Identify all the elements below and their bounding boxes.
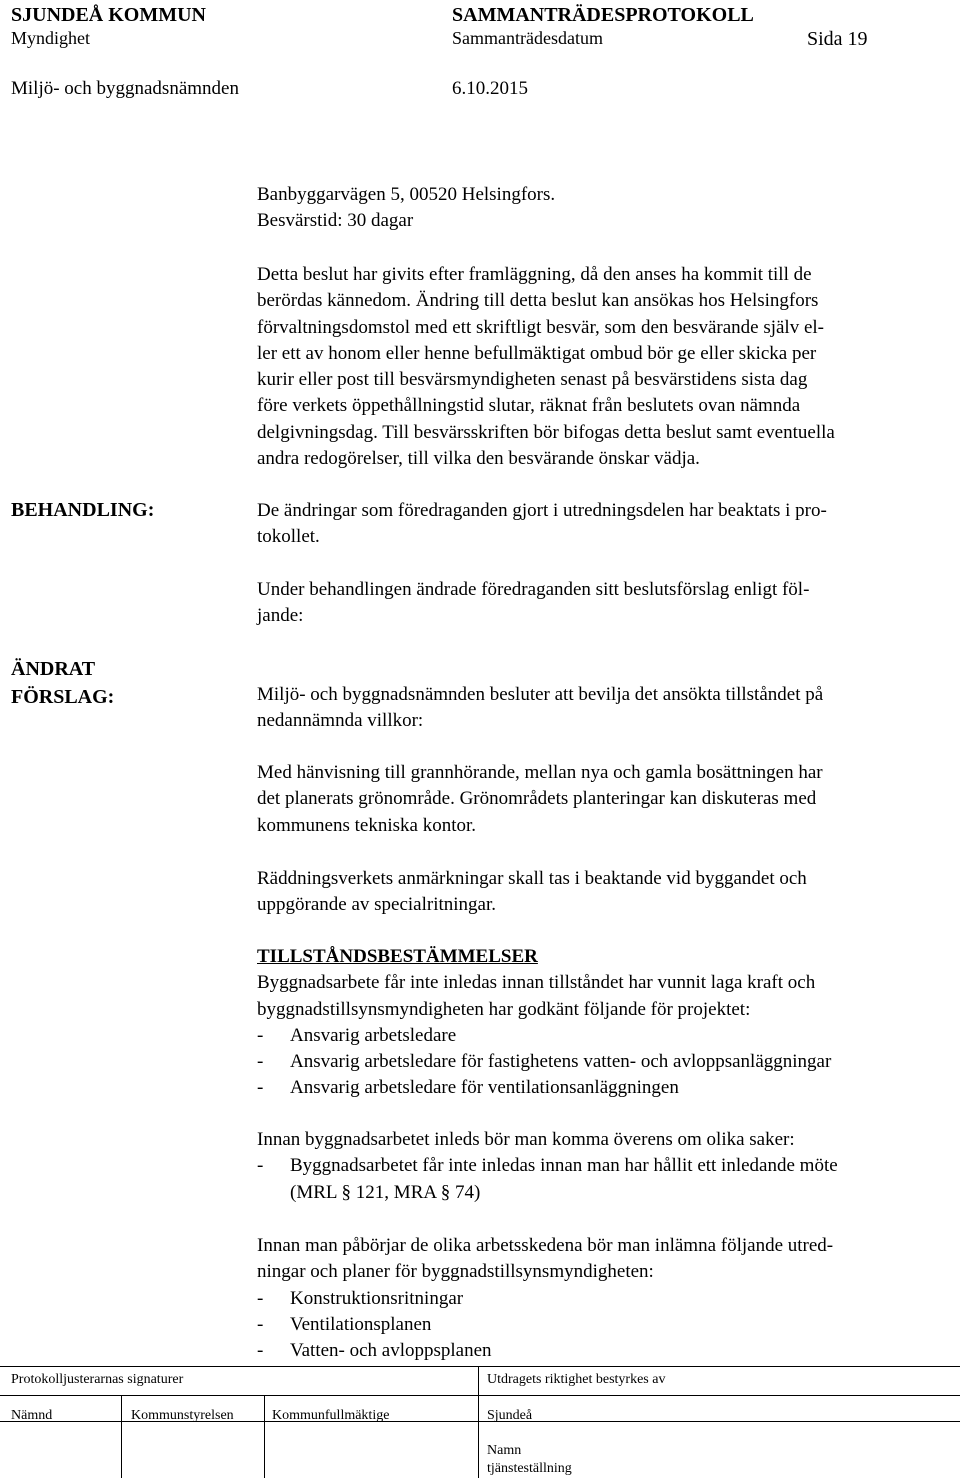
list-item: - Ventilationsplanen bbox=[257, 1313, 432, 1335]
text-line: före verkets öppethållningstid slutar, räknat från beslutets ovan nämnda bbox=[257, 395, 801, 417]
text-line: nedannämnda villkor: bbox=[257, 710, 424, 732]
text-line: Innan man påbörjar de olika arbetsskedena bör man inlämna följande utred- bbox=[257, 1235, 834, 1256]
page-number: Sida 19 bbox=[807, 28, 868, 50]
permit-conditions bbox=[257, 944, 831, 1102]
andrat-forslag-label bbox=[11, 655, 114, 711]
behandling-paragraph-1 bbox=[257, 498, 827, 551]
footer-divider bbox=[478, 1366, 479, 1478]
behandling-paragraph-2 bbox=[257, 577, 809, 630]
text-line: Byggnadsarbete får inte inledas innan tillståndet har vunnit laga kraft och bbox=[257, 972, 816, 994]
signatures-label: Protokolljusterarnas signaturer bbox=[11, 1372, 184, 1387]
rescue-paragraph bbox=[257, 866, 807, 919]
text-line: Innan byggnadsarbetet inleds bör man komma överens om olika saker: bbox=[257, 1129, 795, 1150]
text-line: uppgörande av specialritningar. bbox=[257, 894, 497, 916]
list-item: - Vatten- och avloppsplanen bbox=[257, 1340, 492, 1362]
text-line: Miljö- och byggnadsnämnden besluter att bevilja det ansökta tillståndet på bbox=[257, 684, 824, 705]
text-line: ler ett av honom eller henne befullmäktigat ombud bör ge eller skicka per bbox=[257, 342, 817, 364]
extract-name-label: Namn bbox=[487, 1443, 522, 1458]
list-item: - Ansvarig arbetsledare för fastighetens vatten- och avloppsanläggningar bbox=[257, 1051, 832, 1073]
appeal-address: Banbyggarvägen 5, 00520 Helsingfors. bbox=[257, 184, 556, 205]
appeal-info bbox=[257, 182, 555, 235]
text-line: ningar och planer för byggnadstillsynsmyndigheten: bbox=[257, 1261, 654, 1283]
footer-col-line bbox=[264, 1395, 265, 1478]
meeting-date-label: Sammanträdesdatum bbox=[452, 28, 603, 48]
footer-row-rule bbox=[0, 1395, 960, 1396]
appeal-time: Besvärstid: 30 dagar bbox=[257, 210, 414, 232]
text-line: jande: bbox=[257, 605, 304, 627]
footer-top-rule bbox=[0, 1366, 960, 1367]
signature-column-board: Nämnd bbox=[11, 1408, 53, 1423]
footer-col-line bbox=[121, 1395, 122, 1478]
list-item: - Konstruktionsritningar bbox=[257, 1287, 464, 1309]
pre-meeting-paragraph bbox=[257, 1127, 838, 1206]
text-line: berördas kännedom. Ändring till detta beslut kan ansökas hos Helsingfors bbox=[257, 290, 819, 312]
authority-label: Myndighet bbox=[11, 28, 90, 48]
extract-label: Utdragets riktighet bestyrkes av bbox=[487, 1372, 666, 1387]
text-line: Detta beslut har givits efter framläggning, då den anses ha kommit till de bbox=[257, 264, 812, 285]
text-line: De ändringar som föredraganden gjort i utredningsdelen har beaktats i pro- bbox=[257, 500, 827, 521]
text-line: byggnadstillsynsmyndigheten har godkänt följande för projektet: bbox=[257, 998, 751, 1020]
meeting-date: 6.10.2015 bbox=[452, 78, 528, 99]
list-item: - Ansvarig arbetsledare bbox=[257, 1024, 457, 1046]
text-line: kommunens tekniska kontor. bbox=[257, 814, 477, 836]
list-item: - Ansvarig arbetsledare för ventilationsanläggningen bbox=[257, 1077, 679, 1099]
text-line: delgivningsdag. Till besvärsskriften bör bifogas detta beslut samt eventuella bbox=[257, 421, 835, 443]
extract-title-label: tjänsteställning bbox=[487, 1461, 572, 1476]
text-line: tokollet. bbox=[257, 526, 320, 548]
appeal-paragraph bbox=[257, 262, 835, 472]
section-heading: TILLSTÅNDSBESTÄMMELSER bbox=[257, 946, 538, 967]
text-line: kurir eller post till besvärsmyndigheten senast på besvärstidens sista dag bbox=[257, 369, 808, 391]
text-line: Med hänvisning till grannhörande, mellan nya och gamla bosättningen har bbox=[257, 762, 823, 783]
andrat-label-line: ÄNDRAT bbox=[11, 658, 96, 680]
text-line: det planerats grönområde. Grönområdets planteringar kan diskuteras med bbox=[257, 788, 817, 810]
document-type: SAMMANTRÄDESPROTOKOLL bbox=[452, 4, 754, 26]
text-line: Under behandlingen ändrade föredraganden sitt beslutsförslag enligt föl- bbox=[257, 579, 810, 600]
signature-column-municipal-board: Kommunstyrelsen bbox=[131, 1408, 234, 1423]
documents-paragraph bbox=[257, 1233, 833, 1364]
andrat-label-line: FÖRSLAG: bbox=[11, 686, 115, 708]
neighbour-paragraph bbox=[257, 760, 823, 839]
org-name: SJUNDEÅ KOMMUN bbox=[11, 4, 206, 26]
behandling-label: BEHANDLING: bbox=[11, 499, 155, 521]
text-line: andra redogörelser, till vilka den besvärande önskar vädja. bbox=[257, 448, 700, 470]
list-item-continuation: (MRL § 121, MRA § 74) bbox=[290, 1181, 481, 1203]
extract-place: Sjundeå bbox=[487, 1408, 533, 1423]
text-line: Räddningsverkets anmärkningar skall tas i beaktande vid byggandet och bbox=[257, 868, 807, 889]
signature-column-council: Kommunfullmäktige bbox=[272, 1408, 390, 1423]
decision-paragraph bbox=[257, 682, 823, 735]
list-item: - Byggnadsarbetet får inte inledas innan man har hållit ett inledande möte bbox=[257, 1155, 838, 1177]
text-line: förvaltningsdomstol med ett skriftligt besvär, som den besvärande själv el- bbox=[257, 316, 825, 338]
authority-name: Miljö- och byggnadsnämnden bbox=[11, 78, 239, 99]
